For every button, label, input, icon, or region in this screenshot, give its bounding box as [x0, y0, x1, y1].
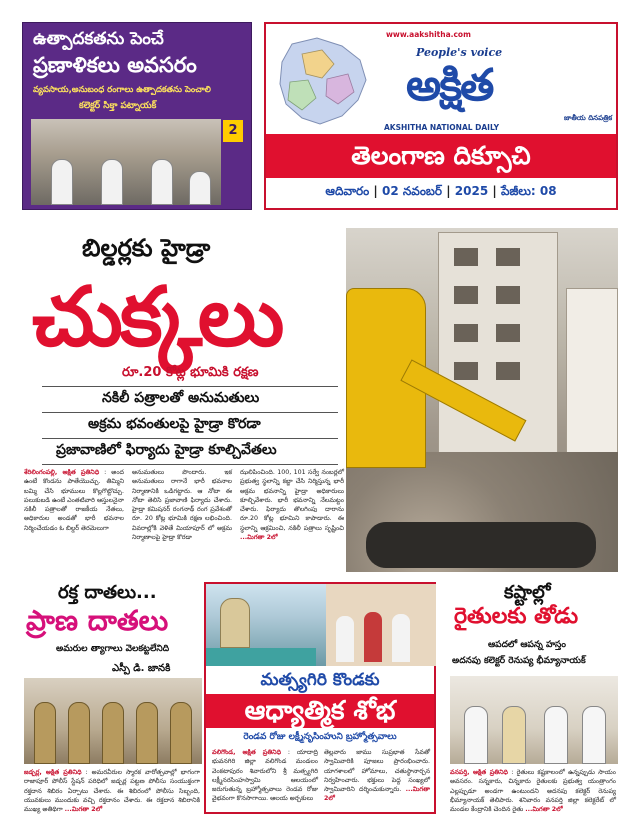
br-body: [450, 768, 616, 814]
bc-dateline: వలిగొండ, అక్షిత ప్రతినిధి: [212, 749, 282, 756]
dateline-bar: ఆదివారం | 02 నవంబర్ | 2025 | పేజీలు: 08: [325, 184, 557, 198]
story-deck-line3: ప్రజావాణిలో ఫిర్యాదు హైడ్రా కూల్చివేతలు: [56, 442, 277, 458]
bl-photo: [24, 678, 202, 764]
divider: [42, 412, 338, 413]
br-headline: రైతులకు తోడు: [454, 604, 579, 629]
divider: [42, 438, 338, 439]
year-label: 2025: [454, 184, 489, 198]
br-dateline: వనపర్తి, అక్షిత ప్రతినిధి: [450, 769, 508, 776]
br-body-text: : రైతులు కష్టకాలంలో ఉన్నప్పుడు సాయం అవసరం. సన్నకారు, చిన్నకారు రైతులకు ప్రభుత్వ యంత్రాంగం ఎల్లప్పుడూ అండగా ఉంటుందని అదనపు కలెక్టర్ రెనుప్య భీమ్యానాయక్ తెలిపారు. శనివారం వనపర్తి జిల్లా కలెక్టరేట్ లో మండల కేంద్రానికి చెందిన రైతు: [450, 769, 616, 814]
farmers-story[interactable]: [448, 582, 618, 812]
br-subhead: ఆపదలో ఆపన్న హస్తం: [488, 640, 566, 650]
pages-label: పేజీలు: 08: [500, 184, 557, 198]
story-headline: చుక్కలు: [32, 270, 282, 365]
temple-story[interactable]: [204, 582, 436, 814]
masthead-jatiya-label: జాతీయ దినపత్రిక: [564, 114, 613, 122]
bc-subhead: రెండవ రోజు లక్ష్మీనృసింహుని బ్రహ్మోత్సవాలు: [243, 732, 397, 742]
temple-photo: [206, 584, 434, 666]
promo-photo: [31, 119, 221, 205]
bl-dateline: జడ్చర్ల, అక్షిత ప్రతినిధి: [24, 769, 82, 776]
bc-continued-link[interactable]: ...మిగతా 2లో: [324, 786, 430, 803]
bl-kicker: రక్త దాతలు...: [58, 582, 157, 603]
br-photo: [450, 676, 618, 764]
story-column-1: [24, 468, 124, 533]
edition-banner: తెలంగాణ దిక్సూచి: [266, 134, 616, 178]
promo-headline-line2: ప్రణాళికలు అవసరం: [33, 53, 197, 77]
story-column-2: అనుమతులు పొందారు. ఇక అనుమతులు రాగానే భారీ భవనాల నిర్మాణానికి ఒడిగట్టారు. ఆ నోటా ఈ నోటా తెలిసి ప్రజావాణి ఫిర్యాదు చేశారు. హైడ్రా కమిషనర్ రంగనాథ్ రంగ ప్రవేశంతో రూ. 20 కోట్ల భూమికి రక్షణ లభించింది. వివరాల్లోకి వెళితే మియాపూర్ లో అక్రమ నిర్మాణాలపై హైడ్రా కొరడా: [132, 469, 232, 542]
promo-byline: కలెక్టర్ సిక్తా పట్నాయక్: [79, 101, 157, 111]
divider: [42, 464, 338, 465]
bl-byline: ఎస్పీ డి. జానకి: [112, 663, 171, 674]
masthead-url[interactable]: www.aakshitha.com: [386, 30, 471, 39]
bl-body-text: : అమరవీరుల స్మారక వారోత్సవాల్లో భాగంగా రాజాపూర్ పోలీస్ స్టేషన్ పరిధిలో జడ్చర్ల పట్టణ పోలీసు సంయుక్తంగా రక్తదాన శిబిరం ఏర్పాటు చేశారు. ఈ శిబిరంలో పోలీసు సిబ్బంది, యువకులు ముందుకు వచ్చి రక్తదానం చేశారు. ఈ రక్తదాన శిబిరానికి ముఖ్య అతిథిగా: [24, 769, 200, 814]
br-kicker: కష్టాల్లో: [504, 582, 551, 603]
bc-kicker: మత్స్యగిరి కొండకు: [260, 670, 380, 690]
story-dateline: శేరిలింగంపల్లి, అక్షిత ప్రతినిధి: [24, 469, 100, 476]
promo-page-badge: 2: [223, 120, 243, 142]
masthead: [264, 22, 618, 210]
br-continued-link[interactable]: ...మిగతా 2లో: [525, 806, 563, 814]
bc-column-2: [324, 748, 430, 804]
blood-donation-story[interactable]: [22, 582, 202, 812]
masthead-national-label: AKSHITHA NATIONAL DAILY: [384, 123, 500, 132]
bl-continued-link[interactable]: ...మిగతా 2లో: [64, 806, 103, 814]
story-strap: రూ.20 కోట్ల భూమికి రక్షణ: [122, 365, 259, 380]
story-kicker: బిల్డర్లకు హైడ్రా: [82, 234, 211, 262]
bc-column-1-text: : యాదాద్రి భువనగిరి జిల్లా వలిగొండ మండలం వెంకటాపురం శివారులోని శ్రీ మత్స్యగిరి లక్ష్మీనరసింహస్వామి ఆలయంలో జరుగుతున్న బ్రహ్మోత్సవాలు రెండవ రోజు వైభవంగా కొనసాగాయి. ఆలయ అర్చకులు: [212, 749, 318, 803]
promo-box[interactable]: [22, 22, 252, 210]
divider: [42, 386, 338, 387]
demolition-photo: [346, 228, 618, 572]
story-column-3-text: ఝలిపించింది. 100, 101 సర్వే నంబర్లలో ప్రభుత్వ స్థలాన్ని కబ్జా చేసి నిర్మిస్తున్న భారీ అక్రమ భవనాన్ని హైడ్రా అధికారులు కూల్చివేశారు. భారీ భవనాన్ని నేలమట్టం చేశారు. ఫిర్యాదు తొలగింపు దారాను రూ.20 కోట్ల భూమిని కాపాడారు. ఈ స్థలాన్ని ఆక్రమించి, నకిలీ పత్రాలు సృష్టించి: [240, 469, 344, 532]
bl-headline: ప్రాణ దాతలు: [26, 604, 169, 637]
promo-headline-line1: ఉత్పాదకతను పెంచే: [33, 29, 164, 49]
day-label: ఆదివారం: [325, 184, 370, 198]
story-column-1-text: : అంద ఉంటే కొండను పాతేయొచ్చు. తిమ్మిని బమ్మి చేసి భూములు కొల్లగొట్టొచ్చు. పలుకుబడి ఉంటే ఎంతటివారి ఆస్తులనైనా నకిలీ పత్రాలతో రాజకీయ నేతలు, అధికారుల అండతో భారీ భవనాల నిర్మించేయడం ఓ బిల్డర్ తెరమెలుగా: [24, 469, 124, 532]
story-deck-line1: నకిలీ పత్రాలతో అనుమతులు: [102, 390, 260, 406]
month-label: నవంబర్: [402, 184, 443, 198]
story-continued-link[interactable]: ...మిగతా 2లో: [240, 534, 278, 542]
story-deck-line2: అక్రమ భవంతులపై హైడ్రా కొరడా: [88, 416, 261, 432]
bl-body: [24, 768, 200, 814]
bc-column-1: [212, 748, 318, 804]
br-byline: అదనపు కలెక్టర్ రెనుప్య భీమ్యానాయక్: [452, 656, 586, 666]
masthead-tagline: People's voice: [416, 46, 503, 59]
bc-column-2-text: తెల్లవారు జాము సుప్రభాత సేవతో స్వామివారికి పూజలు ప్రారంభించారు. యాగశాలలో హోమాలు, చతుస్థానార్చన నిర్వహించారు. భక్తులు పెద్ద సంఖ్యలో స్వామివారిని దర్శించుకున్నారు.: [324, 749, 430, 794]
masthead-logo: అక్షిత: [406, 60, 493, 111]
date-number: 02: [381, 184, 399, 198]
telangana-map-icon: [272, 34, 372, 129]
story-column-3: [240, 468, 344, 542]
main-story[interactable]: [22, 220, 618, 572]
bl-subhead: అమరుల త్యాగాలు వెలకట్టలేనిది: [56, 644, 170, 654]
bc-headline: ఆధ్యాత్మిక శోభ: [206, 694, 434, 728]
promo-subhead: వ్యవసాయ,అనుబంధ రంగాలు ఉత్పాదకతను పెంచాలి: [33, 85, 211, 95]
